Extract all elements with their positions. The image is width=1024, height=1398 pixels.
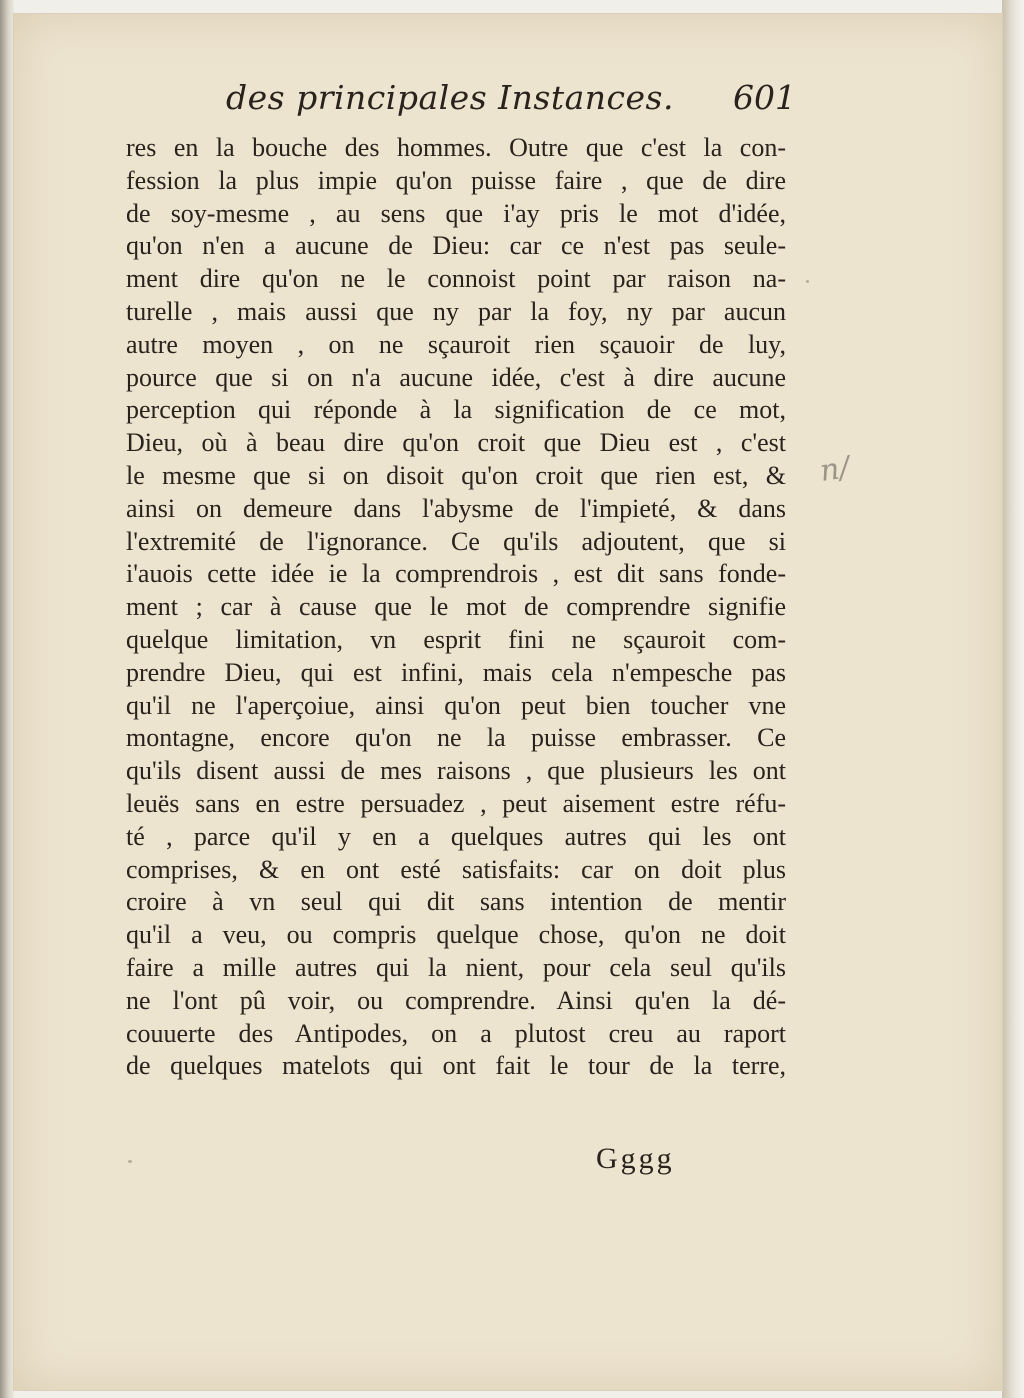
text-line: comprises, & en ont esté satisfaits: car on doit plus: [126, 854, 786, 884]
text-line: té , parce qu'il y en a quelques autres qui les ont: [126, 821, 786, 851]
text-line: couuerte des Antipodes, on a plutost creu au raport: [126, 1018, 786, 1048]
paper-speck: [806, 280, 809, 283]
text-line: Dieu, où à beau dire qu'on croit que Dieu est , c'est: [126, 428, 786, 458]
text-line: l'extremité de l'ignorance. Ce qu'ils adjoutent, que si: [126, 526, 786, 556]
text-line: autre moyen , on ne sçauroit rien sçauoir de luy,: [126, 329, 786, 359]
text-line: qu'il a veu, ou compris quelque chose, qu'on ne doit: [126, 920, 786, 950]
text-line: de quelques matelots qui ont fait le tour de la terre,: [126, 1051, 786, 1081]
fore-edge: [1002, 0, 1024, 1398]
text-line: perception qui réponde à la signification de ce mot,: [126, 395, 786, 425]
binding-edge: [0, 0, 14, 1398]
margin-annotation: n/: [817, 450, 852, 489]
text-line: leuës sans en estre persuadez , peut aisement estre réfu-: [126, 788, 786, 818]
body-text: [126, 132, 786, 1083]
text-line: prendre Dieu, qui est infini, mais cela n'empesche pas: [126, 657, 786, 687]
text-line: quelque limitation, vn esprit fini ne sçauroit com-: [126, 624, 786, 654]
paper-speck: [128, 1160, 132, 1163]
text-line: fession la plus impie qu'on puisse faire , que de dire: [126, 165, 786, 195]
text-line: croire à vn seul qui dit sans intention de mentir: [126, 887, 786, 917]
text-line: qu'on n'en a aucune de Dieu: car ce n'est pas seule-: [126, 231, 786, 261]
text-line: ment ; car à cause que le mot de comprendre signifie: [126, 592, 786, 622]
page-number: 601: [733, 78, 796, 117]
text-line: qu'ils disent aussi de mes raisons , que plusieurs les ont: [126, 756, 786, 786]
text-line: ainsi on demeure dans l'abysme de l'impieté, & dans: [126, 493, 786, 523]
text-line: le mesme que si on disoit qu'on croit que rien est, &: [126, 460, 786, 490]
text-line: montagne, encore qu'on ne la puisse embrasser. Ce: [126, 723, 786, 753]
catchword: Gggg: [596, 1142, 675, 1175]
text-line: pource que si on n'a aucune idée, c'est à dire aucune: [126, 362, 786, 392]
text-line: ne l'ont pû voir, ou comprendre. Ainsi qu'en la dé-: [126, 985, 786, 1015]
page-header: [226, 78, 796, 124]
text-line: faire a mille autres qui la nient, pour cela seul qu'ils: [126, 952, 786, 982]
text-line: i'auois cette idée ie la comprendrois , est dit sans fonde-: [126, 559, 786, 589]
running-title: des principales Instances.: [226, 78, 674, 117]
text-line: ment dire qu'on ne le connoist point par raison na-: [126, 264, 786, 294]
text-line: res en la bouche des hommes. Outre que c'est la con-: [126, 133, 786, 162]
text-line: qu'il ne l'aperçoiue, ainsi qu'on peut bien toucher vne: [126, 690, 786, 720]
text-line: turelle , mais aussi que ny par la foy, ny par aucun: [126, 296, 786, 326]
text-line: de soy-mesme , au sens que i'ay pris le mot d'idée,: [126, 198, 786, 228]
